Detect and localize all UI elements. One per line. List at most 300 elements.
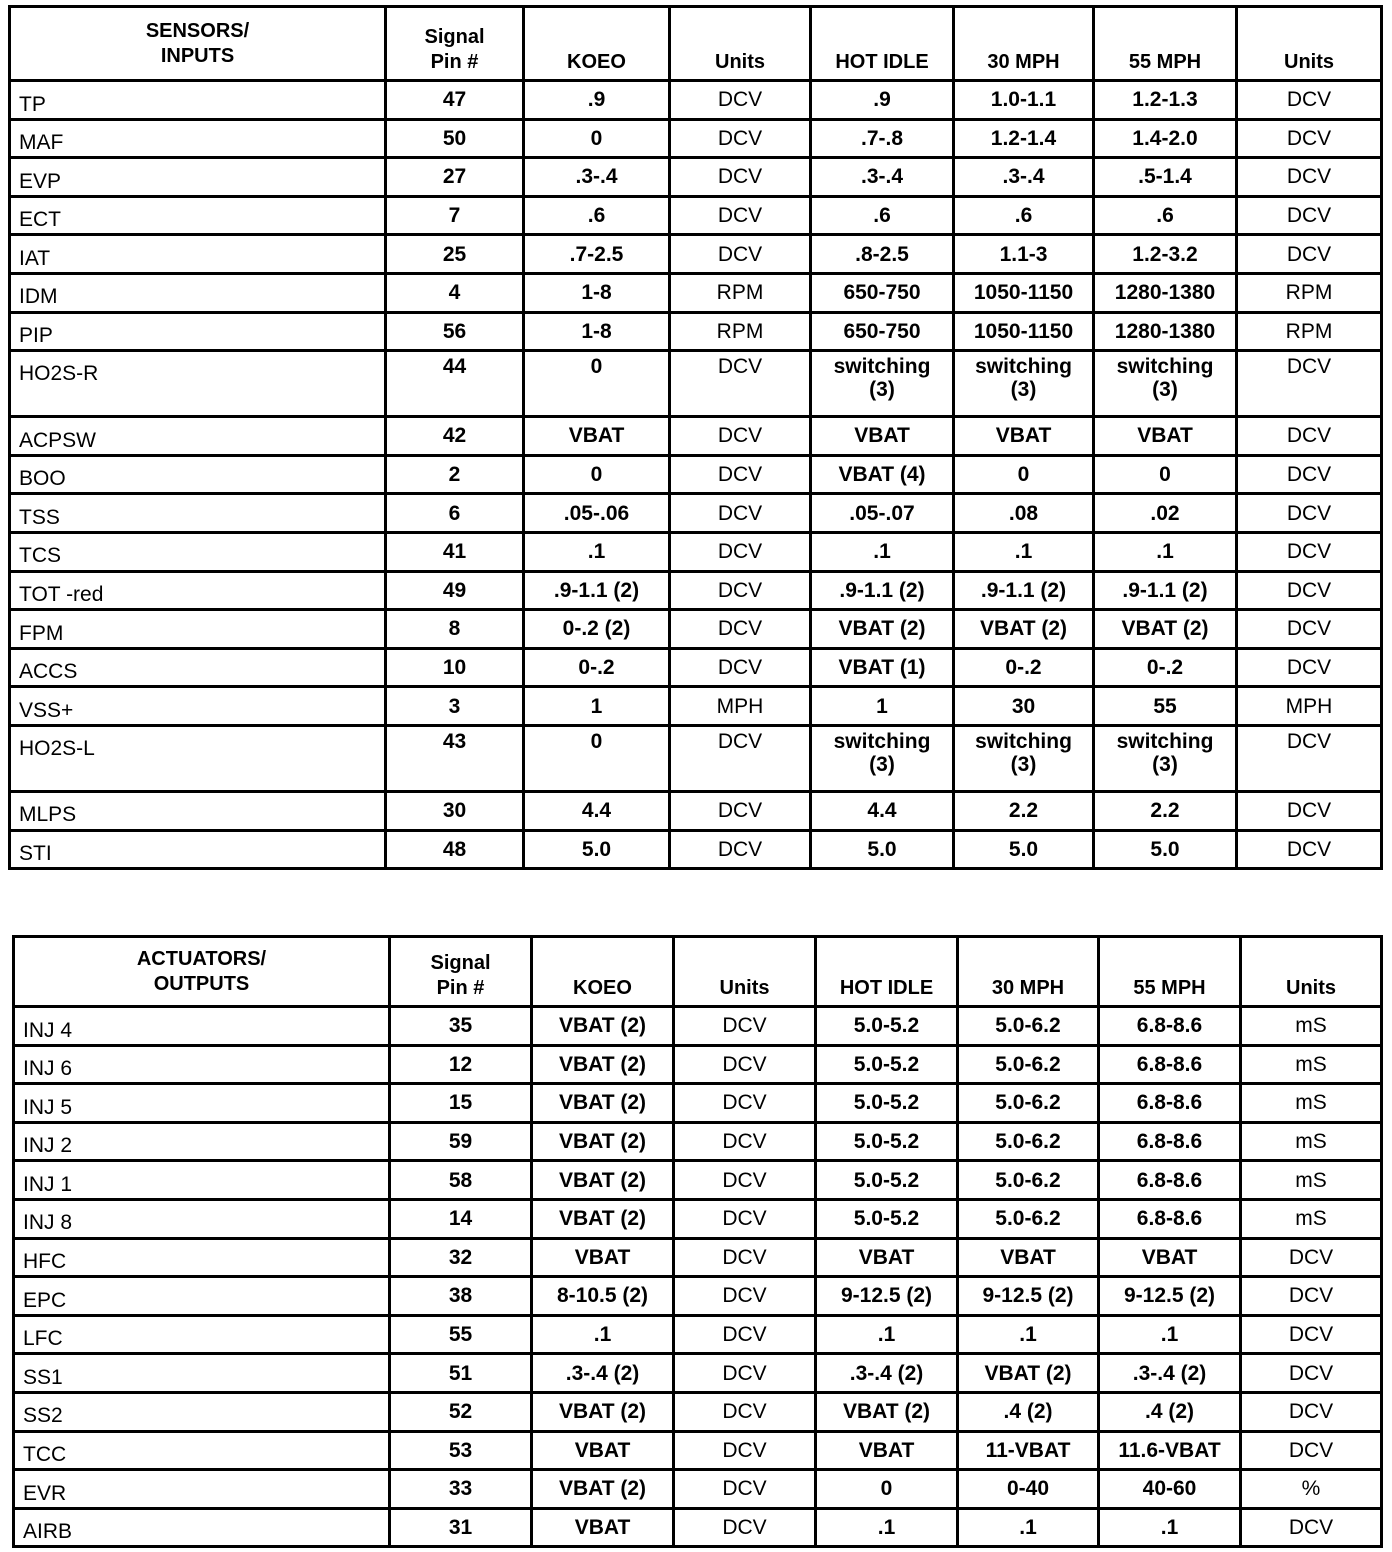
cell-pin: 3 xyxy=(386,687,524,726)
cell-name: ACCS xyxy=(10,648,386,687)
cell-pin: 59 xyxy=(390,1122,532,1161)
cell-pin: 47 xyxy=(386,81,524,120)
cell-30-mph: 1050-1150 xyxy=(954,273,1094,312)
cell-koeo: VBAT (2) xyxy=(532,1470,674,1509)
table-row xyxy=(10,571,1382,610)
cell-30-mph: 1.2-1.4 xyxy=(954,119,1094,158)
header-signal-pin: Signal Pin # xyxy=(386,7,524,81)
table-row xyxy=(10,687,1382,726)
cell-55-mph: 1280-1380 xyxy=(1094,273,1237,312)
cell-pin: 15 xyxy=(390,1084,532,1123)
cell-30-mph: .1 xyxy=(958,1315,1099,1354)
cell-30-mph: 5.0-6.2 xyxy=(958,1161,1099,1200)
cell-55-mph: 6.8-8.6 xyxy=(1099,1161,1241,1200)
cell-name: VSS+ xyxy=(10,687,386,726)
cell-name: MAF xyxy=(10,119,386,158)
table-row xyxy=(14,1122,1382,1161)
cell-units-2: DCV xyxy=(1237,494,1382,533)
cell-name: TP xyxy=(10,81,386,120)
cell-hot-idle: 1 xyxy=(811,687,954,726)
cell-55-mph: 9-12.5 (2) xyxy=(1099,1277,1241,1316)
cell-units-2: mS xyxy=(1241,1084,1382,1123)
table-row xyxy=(10,648,1382,687)
cell-units: DCV xyxy=(674,1161,816,1200)
cell-55-mph: .4 (2) xyxy=(1099,1392,1241,1431)
cell-units: DCV xyxy=(670,494,811,533)
cell-pin: 52 xyxy=(390,1392,532,1431)
cell-pin: 6 xyxy=(386,494,524,533)
cell-55-mph: 6.8-8.6 xyxy=(1099,1122,1241,1161)
cell-koeo: VBAT xyxy=(532,1431,674,1470)
cell-units-2: DCV xyxy=(1237,648,1382,687)
cell-units: DCV xyxy=(674,1508,816,1547)
table-row xyxy=(14,1354,1382,1393)
header-55-mph: 55 MPH xyxy=(1094,7,1237,81)
cell-hot-idle: .9 xyxy=(811,81,954,120)
cell-hot-idle: 5.0-5.2 xyxy=(816,1084,958,1123)
cell-55-mph: .1 xyxy=(1099,1508,1241,1547)
cell-koeo: 0 xyxy=(524,119,670,158)
cell-hot-idle: .3-.4 (2) xyxy=(816,1354,958,1393)
cell-name: TSS xyxy=(10,494,386,533)
cell-30-mph: 0-.2 xyxy=(954,648,1094,687)
cell-55-mph: VBAT xyxy=(1099,1238,1241,1277)
cell-55-mph: .1 xyxy=(1094,532,1237,571)
cell-pin: 50 xyxy=(386,119,524,158)
table-row xyxy=(10,273,1382,312)
cell-units: DCV xyxy=(670,648,811,687)
cell-55-mph: 1280-1380 xyxy=(1094,312,1237,351)
cell-units-2: DCV xyxy=(1237,610,1382,649)
cell-pin: 55 xyxy=(390,1315,532,1354)
cell-30-mph: VBAT (2) xyxy=(958,1354,1099,1393)
cell-30-mph: .6 xyxy=(954,196,1094,235)
cell-koeo: VBAT (2) xyxy=(532,1161,674,1200)
cell-pin: 56 xyxy=(386,312,524,351)
cell-pin: 53 xyxy=(390,1431,532,1470)
cell-30-mph: 1050-1150 xyxy=(954,312,1094,351)
cell-pin: 35 xyxy=(390,1007,532,1046)
cell-hot-idle: 5.0-5.2 xyxy=(816,1045,958,1084)
cell-hot-idle: .6 xyxy=(811,196,954,235)
cell-pin: 32 xyxy=(390,1238,532,1277)
cell-units-2: DCV xyxy=(1241,1392,1382,1431)
cell-units-2: DCV xyxy=(1237,81,1382,120)
cell-55-mph: .9-1.1 (2) xyxy=(1094,571,1237,610)
cell-koeo: .05-.06 xyxy=(524,494,670,533)
cell-hot-idle: .9-1.1 (2) xyxy=(811,571,954,610)
cell-koeo: 1 xyxy=(524,687,670,726)
cell-units-2: DCV xyxy=(1237,532,1382,571)
cell-units: DCV xyxy=(674,1045,816,1084)
cell-55-mph: switching (3) xyxy=(1094,351,1237,417)
cell-koeo: VBAT (2) xyxy=(532,1045,674,1084)
cell-pin: 48 xyxy=(386,830,524,869)
table-row xyxy=(10,494,1382,533)
cell-koeo: VBAT (2) xyxy=(532,1199,674,1238)
cell-pin: 4 xyxy=(386,273,524,312)
cell-30-mph: VBAT xyxy=(954,417,1094,456)
cell-pin: 33 xyxy=(390,1470,532,1509)
cell-hot-idle: VBAT (2) xyxy=(816,1392,958,1431)
cell-name: HO2S-L xyxy=(10,725,386,791)
cell-units: DCV xyxy=(670,532,811,571)
cell-name: BOO xyxy=(10,455,386,494)
table-row xyxy=(10,119,1382,158)
cell-name: TOT -red xyxy=(10,571,386,610)
cell-name: EPC xyxy=(14,1277,390,1316)
header-units: Units xyxy=(674,937,816,1007)
cell-30-mph: VBAT (2) xyxy=(954,610,1094,649)
table-row xyxy=(10,158,1382,197)
cell-pin: 2 xyxy=(386,455,524,494)
cell-units-2: RPM xyxy=(1237,273,1382,312)
cell-55-mph: 5.0 xyxy=(1094,830,1237,869)
cell-hot-idle: 0 xyxy=(816,1470,958,1509)
cell-units: DCV xyxy=(670,571,811,610)
cell-koeo: 1-8 xyxy=(524,273,670,312)
cell-pin: 49 xyxy=(386,571,524,610)
cell-name: EVP xyxy=(10,158,386,197)
cell-30-mph: switching (3) xyxy=(954,725,1094,791)
cell-55-mph: 11.6-VBAT xyxy=(1099,1431,1241,1470)
cell-hot-idle: 5.0-5.2 xyxy=(816,1122,958,1161)
cell-name: TCC xyxy=(14,1431,390,1470)
header-koeo: KOEO xyxy=(532,937,674,1007)
cell-pin: 38 xyxy=(390,1277,532,1316)
cell-units-2: DCV xyxy=(1241,1354,1382,1393)
table-row xyxy=(10,351,1382,417)
cell-hot-idle: switching (3) xyxy=(811,351,954,417)
cell-units: DCV xyxy=(674,1392,816,1431)
table-row xyxy=(14,1315,1382,1354)
cell-name: INJ 4 xyxy=(14,1007,390,1046)
cell-30-mph: 5.0-6.2 xyxy=(958,1199,1099,1238)
cell-55-mph: 55 xyxy=(1094,687,1237,726)
table-row xyxy=(14,1084,1382,1123)
cell-55-mph: .3-.4 (2) xyxy=(1099,1354,1241,1393)
table-row xyxy=(14,1392,1382,1431)
cell-pin: 42 xyxy=(386,417,524,456)
cell-units: DCV xyxy=(674,1431,816,1470)
table-row xyxy=(10,725,1382,791)
cell-koeo: 0-.2 (2) xyxy=(524,610,670,649)
table-row xyxy=(10,610,1382,649)
cell-hot-idle: .05-.07 xyxy=(811,494,954,533)
cell-55-mph: 0 xyxy=(1094,455,1237,494)
table-row xyxy=(10,196,1382,235)
cell-pin: 44 xyxy=(386,351,524,417)
cell-30-mph: 30 xyxy=(954,687,1094,726)
cell-30-mph: 5.0-6.2 xyxy=(958,1045,1099,1084)
cell-hot-idle: .7-.8 xyxy=(811,119,954,158)
cell-name: INJ 2 xyxy=(14,1122,390,1161)
table-row xyxy=(14,1045,1382,1084)
cell-30-mph: .9-1.1 (2) xyxy=(954,571,1094,610)
cell-pin: 43 xyxy=(386,725,524,791)
cell-koeo: 0 xyxy=(524,725,670,791)
cell-pin: 25 xyxy=(386,235,524,274)
cell-units: MPH xyxy=(670,687,811,726)
cell-hot-idle: VBAT (4) xyxy=(811,455,954,494)
cell-30-mph: .4 (2) xyxy=(958,1392,1099,1431)
table-row xyxy=(14,1508,1382,1547)
cell-koeo: .1 xyxy=(532,1315,674,1354)
header-hot-idle: HOT IDLE xyxy=(811,7,954,81)
cell-units-2: DCV xyxy=(1241,1238,1382,1277)
cell-koeo: .9 xyxy=(524,81,670,120)
cell-hot-idle: .1 xyxy=(816,1508,958,1547)
cell-units: RPM xyxy=(670,273,811,312)
cell-units-2: DCV xyxy=(1237,119,1382,158)
header-hot-idle: HOT IDLE xyxy=(816,937,958,1007)
header-actuators-outputs: ACTUATORS/ OUTPUTS xyxy=(14,937,390,1007)
cell-55-mph: .02 xyxy=(1094,494,1237,533)
cell-units: DCV xyxy=(674,1238,816,1277)
cell-pin: 7 xyxy=(386,196,524,235)
cell-units-2: DCV xyxy=(1241,1508,1382,1547)
cell-units: DCV xyxy=(674,1199,816,1238)
cell-55-mph: 2.2 xyxy=(1094,791,1237,830)
cell-hot-idle: 4.4 xyxy=(811,791,954,830)
table-row xyxy=(14,1007,1382,1046)
cell-units-2: mS xyxy=(1241,1045,1382,1084)
cell-name: SS1 xyxy=(14,1354,390,1393)
header-30-mph: 30 MPH xyxy=(954,7,1094,81)
table-row xyxy=(10,532,1382,571)
cell-55-mph: .1 xyxy=(1099,1315,1241,1354)
cell-koeo: .9-1.1 (2) xyxy=(524,571,670,610)
cell-name: IDM xyxy=(10,273,386,312)
cell-units: DCV xyxy=(670,351,811,417)
cell-units: DCV xyxy=(670,196,811,235)
cell-name: INJ 6 xyxy=(14,1045,390,1084)
cell-koeo: 0-.2 xyxy=(524,648,670,687)
cell-hot-idle: 9-12.5 (2) xyxy=(816,1277,958,1316)
cell-hot-idle: VBAT (2) xyxy=(811,610,954,649)
cell-koeo: VBAT (2) xyxy=(532,1392,674,1431)
cell-55-mph: 0-.2 xyxy=(1094,648,1237,687)
cell-koeo: .1 xyxy=(524,532,670,571)
cell-units: DCV xyxy=(674,1122,816,1161)
cell-hot-idle: .3-.4 xyxy=(811,158,954,197)
cell-units: DCV xyxy=(670,791,811,830)
cell-hot-idle: VBAT xyxy=(816,1238,958,1277)
table-row xyxy=(14,1199,1382,1238)
cell-units-2: DCV xyxy=(1237,235,1382,274)
cell-name: EVR xyxy=(14,1470,390,1509)
cell-hot-idle: VBAT (1) xyxy=(811,648,954,687)
cell-hot-idle: 5.0 xyxy=(811,830,954,869)
cell-units-2: DCV xyxy=(1237,725,1382,791)
cell-30-mph: 5.0-6.2 xyxy=(958,1007,1099,1046)
cell-koeo: VBAT xyxy=(524,417,670,456)
cell-name: MLPS xyxy=(10,791,386,830)
cell-30-mph: 2.2 xyxy=(954,791,1094,830)
cell-units: DCV xyxy=(670,610,811,649)
cell-hot-idle: switching (3) xyxy=(811,725,954,791)
table-row xyxy=(10,791,1382,830)
cell-koeo: VBAT xyxy=(532,1238,674,1277)
cell-units-2: DCV xyxy=(1237,571,1382,610)
header-koeo: KOEO xyxy=(524,7,670,81)
cell-pin: 14 xyxy=(390,1199,532,1238)
cell-55-mph: 6.8-8.6 xyxy=(1099,1084,1241,1123)
cell-30-mph: 5.0-6.2 xyxy=(958,1122,1099,1161)
cell-units-2: mS xyxy=(1241,1122,1382,1161)
cell-hot-idle: 650-750 xyxy=(811,312,954,351)
cell-30-mph: .3-.4 xyxy=(954,158,1094,197)
cell-hot-idle: VBAT xyxy=(816,1431,958,1470)
cell-koeo: .7-2.5 xyxy=(524,235,670,274)
cell-units: DCV xyxy=(670,830,811,869)
cell-hot-idle: VBAT xyxy=(811,417,954,456)
cell-units: DCV xyxy=(670,81,811,120)
header-signal-pin: Signal Pin # xyxy=(390,937,532,1007)
cell-units: DCV xyxy=(674,1470,816,1509)
cell-name: FPM xyxy=(10,610,386,649)
table-row xyxy=(10,830,1382,869)
sensors-inputs-table xyxy=(8,5,1383,870)
cell-koeo: 0 xyxy=(524,455,670,494)
cell-55-mph: 6.8-8.6 xyxy=(1099,1007,1241,1046)
table-row xyxy=(14,1431,1382,1470)
header-30-mph: 30 MPH xyxy=(958,937,1099,1007)
cell-units-2: DCV xyxy=(1237,196,1382,235)
cell-30-mph: 11-VBAT xyxy=(958,1431,1099,1470)
cell-units: RPM xyxy=(670,312,811,351)
cell-name: INJ 5 xyxy=(14,1084,390,1123)
cell-hot-idle: .8-2.5 xyxy=(811,235,954,274)
cell-units-2: mS xyxy=(1241,1199,1382,1238)
cell-units-2: DCV xyxy=(1241,1315,1382,1354)
cell-30-mph: 1.0-1.1 xyxy=(954,81,1094,120)
cell-30-mph: .1 xyxy=(954,532,1094,571)
cell-55-mph: 1.2-1.3 xyxy=(1094,81,1237,120)
cell-units: DCV xyxy=(670,158,811,197)
cell-units: DCV xyxy=(674,1277,816,1316)
cell-units-2: mS xyxy=(1241,1007,1382,1046)
cell-units-2: DCV xyxy=(1241,1277,1382,1316)
cell-units-2: DCV xyxy=(1237,417,1382,456)
cell-hot-idle: .1 xyxy=(811,532,954,571)
cell-name: INJ 1 xyxy=(14,1161,390,1200)
cell-units-2: DCV xyxy=(1237,351,1382,417)
cell-koeo: 4.4 xyxy=(524,791,670,830)
cell-30-mph: 0 xyxy=(954,455,1094,494)
cell-pin: 31 xyxy=(390,1508,532,1547)
table-row xyxy=(14,1161,1382,1200)
table-row xyxy=(10,455,1382,494)
cell-hot-idle: 5.0-5.2 xyxy=(816,1199,958,1238)
cell-units: DCV xyxy=(670,725,811,791)
cell-30-mph: 5.0-6.2 xyxy=(958,1084,1099,1123)
cell-koeo: 5.0 xyxy=(524,830,670,869)
cell-units-2: mS xyxy=(1241,1161,1382,1200)
cell-name: PIP xyxy=(10,312,386,351)
cell-55-mph: switching (3) xyxy=(1094,725,1237,791)
cell-units: DCV xyxy=(674,1007,816,1046)
cell-units-2: % xyxy=(1241,1470,1382,1509)
table-row xyxy=(14,1470,1382,1509)
cell-pin: 12 xyxy=(390,1045,532,1084)
cell-koeo: .3-.4 (2) xyxy=(532,1354,674,1393)
cell-30-mph: 1.1-3 xyxy=(954,235,1094,274)
cell-units: DCV xyxy=(670,119,811,158)
cell-name: ECT xyxy=(10,196,386,235)
cell-units: DCV xyxy=(674,1354,816,1393)
cell-koeo: VBAT (2) xyxy=(532,1084,674,1123)
cell-units: DCV xyxy=(670,417,811,456)
table-row xyxy=(14,1277,1382,1316)
cell-pin: 10 xyxy=(386,648,524,687)
header-sensors-inputs: SENSORS/ INPUTS xyxy=(10,7,386,81)
cell-55-mph: 1.4-2.0 xyxy=(1094,119,1237,158)
cell-55-mph: 1.2-3.2 xyxy=(1094,235,1237,274)
cell-units: DCV xyxy=(670,455,811,494)
cell-name: IAT xyxy=(10,235,386,274)
cell-pin: 58 xyxy=(390,1161,532,1200)
cell-30-mph: .1 xyxy=(958,1508,1099,1547)
header-units: Units xyxy=(670,7,811,81)
cell-hot-idle: 650-750 xyxy=(811,273,954,312)
cell-units-2: DCV xyxy=(1237,455,1382,494)
cell-55-mph: VBAT (2) xyxy=(1094,610,1237,649)
cell-55-mph: .6 xyxy=(1094,196,1237,235)
header-units-2: Units xyxy=(1241,937,1382,1007)
cell-koeo: 8-10.5 (2) xyxy=(532,1277,674,1316)
cell-30-mph: 5.0 xyxy=(954,830,1094,869)
cell-name: HFC xyxy=(14,1238,390,1277)
table-row xyxy=(10,81,1382,120)
cell-koeo: VBAT (2) xyxy=(532,1007,674,1046)
actuators-outputs-table xyxy=(12,935,1383,1548)
cell-55-mph: 6.8-8.6 xyxy=(1099,1045,1241,1084)
cell-units-2: RPM xyxy=(1237,312,1382,351)
cell-units-2: MPH xyxy=(1237,687,1382,726)
cell-name: HO2S-R xyxy=(10,351,386,417)
header-units-2: Units xyxy=(1237,7,1382,81)
header-row xyxy=(14,937,1382,1007)
table-row xyxy=(10,417,1382,456)
cell-units: DCV xyxy=(674,1084,816,1123)
cell-hot-idle: 5.0-5.2 xyxy=(816,1007,958,1046)
cell-units-2: DCV xyxy=(1237,830,1382,869)
cell-pin: 41 xyxy=(386,532,524,571)
cell-30-mph: 9-12.5 (2) xyxy=(958,1277,1099,1316)
header-row xyxy=(10,7,1382,81)
cell-55-mph: 40-60 xyxy=(1099,1470,1241,1509)
cell-30-mph: 0-40 xyxy=(958,1470,1099,1509)
cell-name: TCS xyxy=(10,532,386,571)
cell-pin: 51 xyxy=(390,1354,532,1393)
cell-units: DCV xyxy=(670,235,811,274)
cell-name: STI xyxy=(10,830,386,869)
cell-55-mph: 6.8-8.6 xyxy=(1099,1199,1241,1238)
cell-pin: 27 xyxy=(386,158,524,197)
cell-hot-idle: 5.0-5.2 xyxy=(816,1161,958,1200)
cell-55-mph: VBAT xyxy=(1094,417,1237,456)
table-row xyxy=(10,312,1382,351)
cell-name: INJ 8 xyxy=(14,1199,390,1238)
cell-30-mph: switching (3) xyxy=(954,351,1094,417)
cell-pin: 8 xyxy=(386,610,524,649)
table-row xyxy=(14,1238,1382,1277)
cell-name: LFC xyxy=(14,1315,390,1354)
cell-name: ACPSW xyxy=(10,417,386,456)
cell-units-2: DCV xyxy=(1237,158,1382,197)
cell-55-mph: .5-1.4 xyxy=(1094,158,1237,197)
